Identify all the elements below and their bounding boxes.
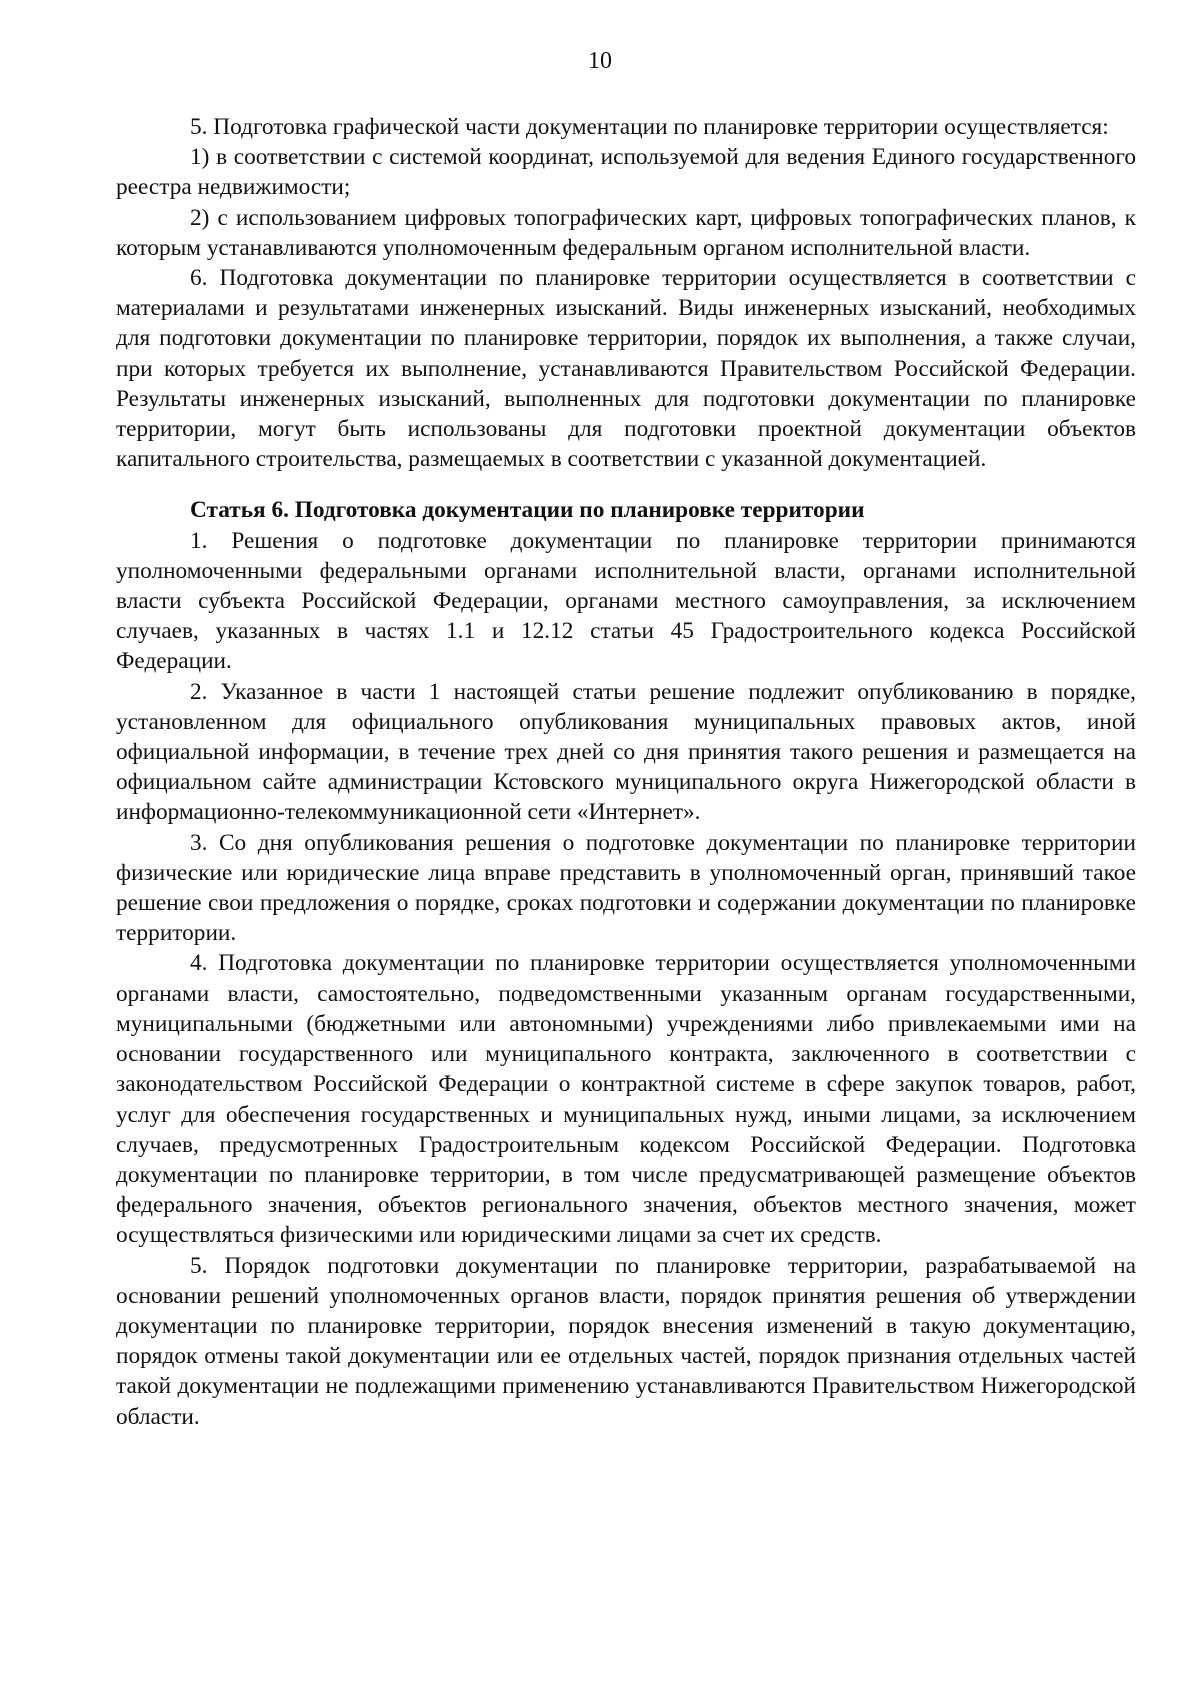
list-item-1-coordinates: 1) в соответствии с системой координат, используемой для ведения Единого государственного реестра недвижимости; [116,144,1136,201]
article-6-heading: Статья 6. Подготовка документации по планировке территории [190,497,865,524]
article-6-paragraph-2: 2. Указанное в части 1 настоящей статьи решение подлежит опубликованию в порядке, установленном для официального опубликования муниципальных правовых актов, иной официальной информации, в течение трех дней со дня принятия такого решения и размещается на официальном сайте администрации Кстовского муниципального округа Нижегородской области в информационно-телекоммуникационной сети «Интернет». [116,678,1136,826]
document-body [116,112,1136,1432]
page-number: 10 [588,48,612,74]
paragraph-6-engineering-surveys: 6. Подготовка документации по планировке территории осуществляется в соответствии с материалами и результатами инженерных изысканий. Виды инженерных изысканий, необходимых для подготовки документации по планировке территории, порядок их выполнения, а также случаи, при которых требуется их выполнение, устанавливаются Правительством Российской Федерации. Результаты инженерных изысканий, выполненных для подготовки документации по планировке территории, могут быть использованы для подготовки проектной документации объектов капитального строительства, размещаемых в соответствии с указанной документацией. [116,265,1136,473]
paragraph-5-graphic-part: 5. Подготовка графической части документации по планировке территории осуществляется: [190,114,1109,140]
article-6-paragraph-3: 3. Со дня опубликования решения о подготовке документации по планировке территории физические или юридические лица вправе представить в уполномоченный орган, принявший такое решение свои предложения о порядке, сроках подготовки и содержании документации по планировке территории. [116,829,1136,947]
article-6-paragraph-5: 5. Порядок подготовки документации по планировке территории, разрабатываемой на основании решений уполномоченных органов власти, порядок принятия решения об утверждении документации по планировке территории, порядок внесения изменений в такую документацию, порядок отмены такой документации или ее отдельных частей, порядок признания отдельных частей такой документации не подлежащими применению устанавливаются Правительством Нижегородской области. [116,1252,1136,1430]
article-6-paragraph-1: 1. Решения о подготовке документации по планировке территории принимаются уполномоченными федеральными органами исполнительной власти, органами исполнительной власти субъекта Российской Федерации, органами местного самоуправления, за исключением случаев, указанных в частях 1.1 и 12.12 статьи 45 Градостроительного кодекса Российской Федерации. [116,527,1136,675]
article-6-paragraph-4: 4. Подготовка документации по планировке территории осуществляется уполномоченными органами власти, самостоятельно, подведомственными указанным органам государственными, муниципальными (бюджетными или автономными) учреждениями либо привлекаемыми ими на основании государственного или муниципального контракта, заключенного в соответствии с законодательством Российской Федерации о контрактной системе в сфере закупок товаров, работ, услуг для обеспечения государственных и муниципальных нужд, иными лицами, за исключением случаев, предусмотренных Градостроительным кодексом Российской Федерации. Подготовка документации по планировке территории, в том числе предусматривающей размещение объектов федерального значения, объектов регионального значения, объектов местного значения, может осуществляться физическими или юридическими лицами за счет их средств. [116,950,1136,1249]
list-item-2-topographic-maps: 2) с использованием цифровых топографических карт, цифровых топографических планов, к которым устанавливаются уполномоченным федеральным органом исполнительной власти. [116,204,1136,261]
